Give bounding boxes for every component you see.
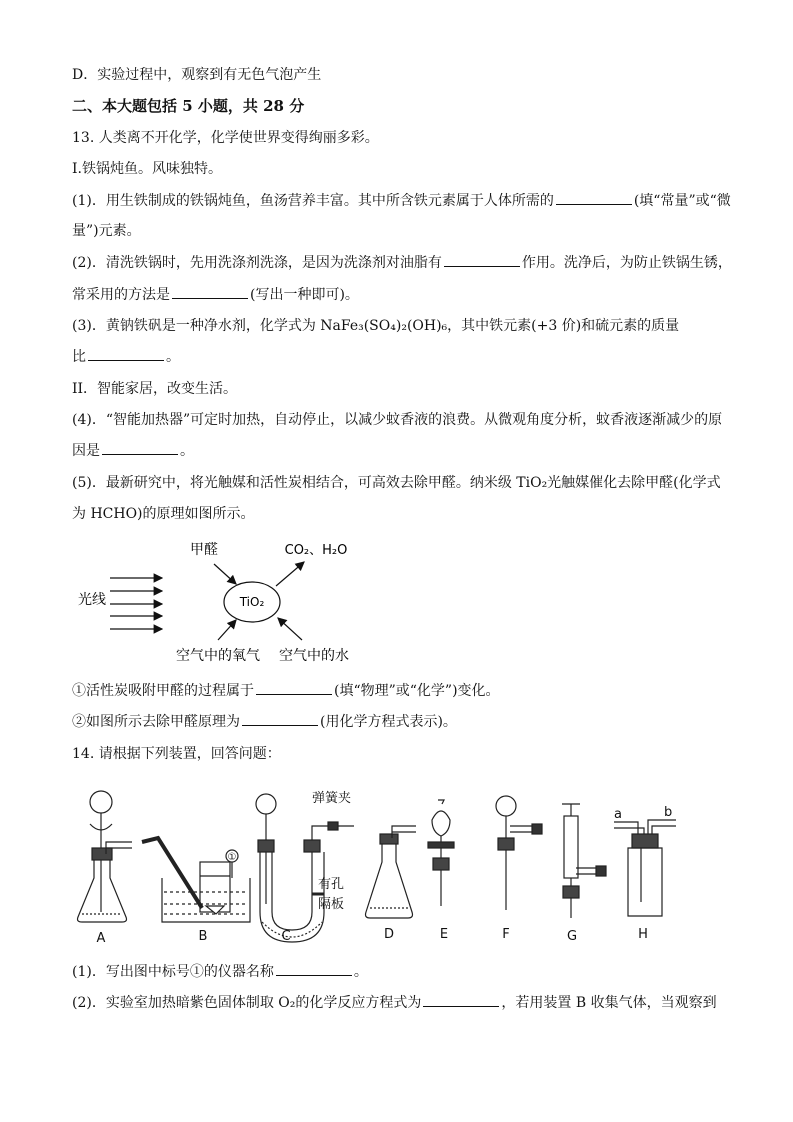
oxygen-label: 空气中的氧气 — [176, 648, 260, 664]
answer-blank[interactable] — [172, 286, 248, 299]
apparatus-e — [428, 800, 454, 906]
answer-blank[interactable] — [423, 994, 499, 1007]
apparatus-a — [78, 791, 133, 922]
q13-title: 13. 人类离不开化学，化学使世界变得绚丽多彩。 — [72, 130, 379, 146]
label-f: F — [502, 927, 510, 942]
q13-5-line1: (5)．最新研究中，将光触媒和活性炭相结合，可高效去除甲醛。纳米级 TiO₂光触媒催化去除甲醛(化学式 — [72, 475, 721, 491]
label-h: H — [638, 927, 648, 942]
port-b-label: b — [664, 805, 673, 820]
apparatus-diagram — [66, 782, 706, 954]
label-a: A — [96, 931, 106, 946]
q13-4-line1: (4)．“智能加热器”可定时加热，自动停止，以减少蚊香液的浪费。从微观角度分析，蚊香液逐渐减少的原 — [72, 412, 723, 428]
answer-blank[interactable] — [276, 963, 352, 976]
catalyst-label: TiO₂ — [239, 595, 265, 609]
formaldehyde-label: 甲醛 — [190, 542, 218, 558]
apparatus-letter-labels — [97, 927, 648, 946]
q14-2: (2)．实验室加热暗紫色固体制取 O₂的化学反应方程式为 ，若用装置 B 收集气体，当观察到 — [72, 995, 717, 1011]
light-arrows — [110, 578, 162, 629]
q14-title: 14. 请根据下列装置，回答问题： — [72, 746, 281, 762]
q13-5-line2: 为 HCHO)的原理如图所示。 — [72, 506, 255, 522]
q14-1: (1)．写出图中标号①的仪器名称 。 — [72, 964, 368, 980]
apparatus-f — [496, 796, 542, 910]
clamp-label: 弹簧夹 — [312, 791, 352, 806]
q13-3-line2: 比 。 — [72, 349, 180, 365]
answer-blank[interactable] — [88, 348, 164, 361]
label-b: B — [198, 929, 208, 944]
answer-blank[interactable] — [444, 254, 520, 267]
q13-2-line1: (2)．清洗铁锅时，先用洗涤剂洗涤，是因为洗涤剂对油脂有 作用。洗净后，为防止铁锅生锈， — [72, 255, 732, 271]
answer-blank[interactable] — [556, 192, 632, 205]
answer-blank[interactable] — [242, 713, 318, 726]
label-g: G — [566, 929, 578, 944]
photocatalysis-diagram — [70, 536, 370, 670]
q13-5-sub1: ①活性炭吸附甲醛的过程属于 (填“物理”或“化学”)变化。 — [72, 683, 500, 699]
apparatus-h — [614, 820, 676, 916]
label-e: E — [439, 927, 449, 942]
apparatus-g — [562, 804, 606, 918]
apparatus-d — [366, 826, 417, 918]
q13-4-line2: 因是 。 — [72, 443, 194, 459]
arrow-oxygen-in — [218, 620, 236, 640]
arrow-formaldehyde-in — [214, 564, 236, 584]
q13-1-line1: (1)．用生铁制成的铁锅炖鱼，鱼汤营养丰富。其中所含铁元素属于人体所需的 (填“常量”或“微 — [72, 193, 731, 209]
arrow-products-out — [276, 562, 304, 586]
q13-3-line1: (3)．黄钠铁矾是一种净水剂，化学式为 NaFe₃(SO₄)₂(OH)₆，其中铁元素(+3 价)和硫元素的质量 — [72, 318, 680, 334]
section-title: 二、本大题包括 5 小题，共 28 分 — [72, 97, 305, 115]
option-d: D．实验过程中，观察到有无色气泡产生 — [72, 67, 322, 83]
water-label: 空气中的水 — [279, 648, 349, 664]
q13-part2-heading: II．智能家居，改变生活。 — [72, 381, 238, 397]
perforated-label-1: 有孔 — [318, 877, 345, 892]
q13-part1-heading: I.铁锅炖鱼。风味独特。 — [72, 161, 222, 177]
q13-5-sub2: ②如图所示去除甲醛原理为 (用化学方程式表示)。 — [72, 714, 457, 730]
marker-label: ① — [227, 852, 237, 863]
label-d: D — [383, 927, 395, 942]
products-label: CO₂、H₂O — [284, 543, 348, 558]
apparatus-c — [256, 794, 354, 942]
port-a-label: a — [614, 807, 622, 822]
light-label: 光线 — [78, 592, 106, 608]
q13-2-line2: 常采用的方法是 (写出一种即可)。 — [72, 287, 359, 303]
label-c: C — [281, 929, 291, 944]
answer-blank[interactable] — [256, 682, 332, 695]
answer-blank[interactable] — [102, 442, 178, 455]
perforated-label-2: 隔板 — [318, 897, 345, 912]
apparatus-b — [142, 838, 250, 922]
arrow-water-in — [278, 618, 302, 640]
q13-1-line2: 量”)元素。 — [72, 223, 141, 239]
